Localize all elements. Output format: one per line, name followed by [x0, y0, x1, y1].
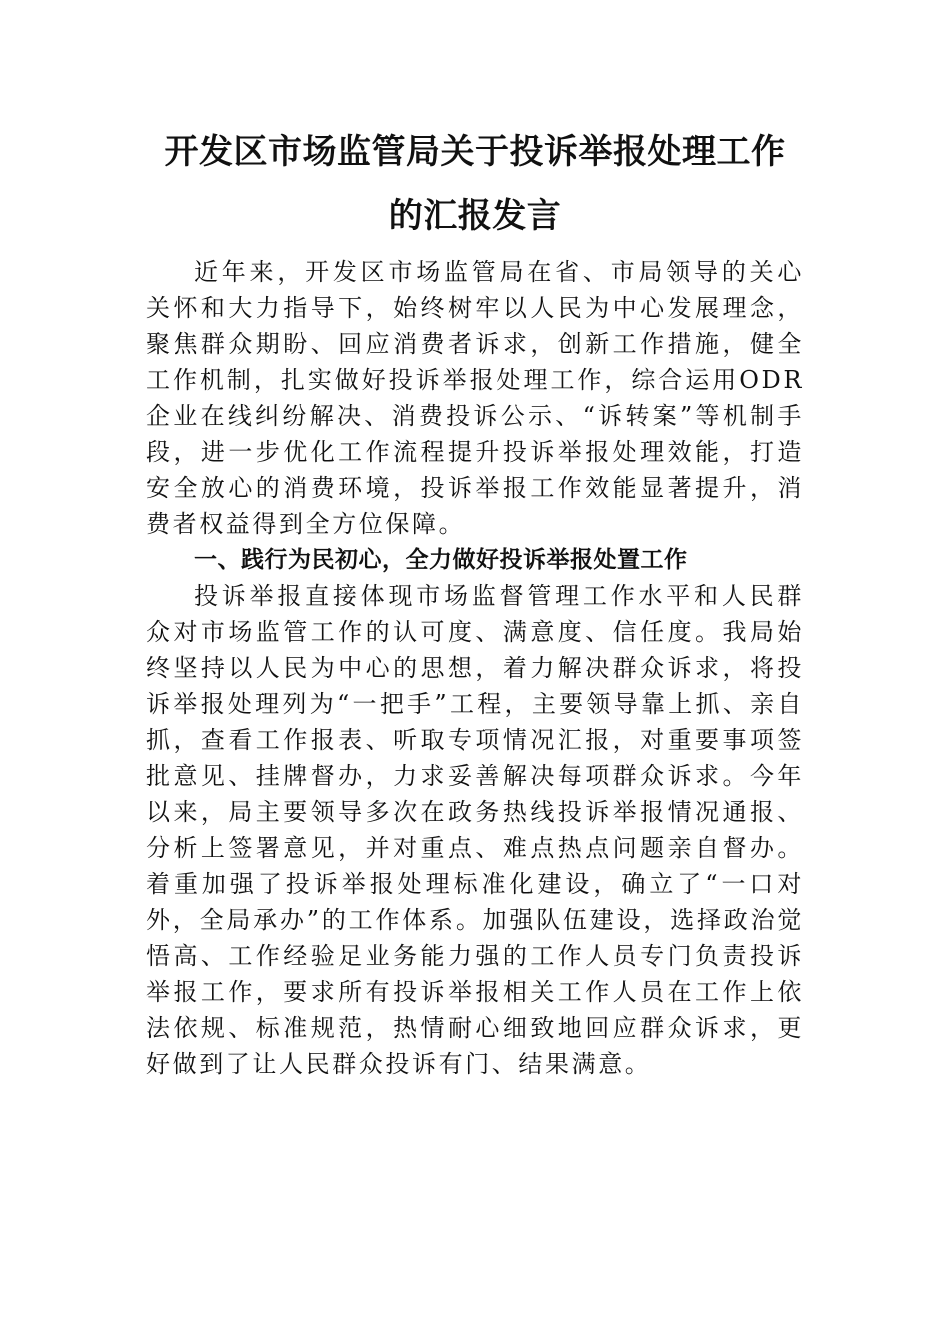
document-body: [146, 254, 804, 1082]
document-page: [146, 120, 804, 1082]
title-line-1: 开发区市场监管局关于投诉举报处理工作: [164, 132, 786, 172]
intro-paragraph: 近年来，开发区市场监管局在省、市局领导的关心关怀和大力指导下，始终树牢以人民为中心发展理念，聚焦群众期盼、回应消费者诉求，创新工作措施，健全工作机制，扎实做好投诉举报处理工作，综合运用ODR企业在线纠纷解决、消费投诉公示、“诉转案”等机制手段，进一步优化工作流程提升投诉举报处理效能，打造安全放心的消费环境，投诉举报工作效能显著提升，消费者权益得到全方位保障。: [146, 258, 804, 538]
title-line-2: 的汇报发言: [388, 196, 562, 236]
section-heading-1: 一、践行为民初心，全力做好投诉举报处置工作: [194, 547, 688, 573]
document-title: [146, 120, 804, 248]
section-1-paragraph: 投诉举报直接体现市场监督管理工作水平和人民群众对市场监管工作的认可度、满意度、信任度。我局始终坚持以人民为中心的思想，着力解决群众诉求，将投诉举报处理列为“一把手”工程，主要领导靠上抓、亲自抓，查看工作报表、听取专项情况汇报，对重要事项签批意见、挂牌督办，力求妥善解决每项群众诉求。今年以来，局主要领导多次在政务热线投诉举报情况通报、分析上签署意见，并对重点、难点热点问题亲自督办。着重加强了投诉举报处理标准化建设，确立了“一口对外，全局承办”的工作体系。加强队伍建设，选择政治觉悟高、工作经验足业务能力强的工作人员专门负责投诉举报工作，要求所有投诉举报相关工作人员在工作上依法依规、标准规范，热情耐心细致地回应群众诉求，更好做到了让人民群众投诉有门、结果满意。: [146, 582, 804, 1078]
